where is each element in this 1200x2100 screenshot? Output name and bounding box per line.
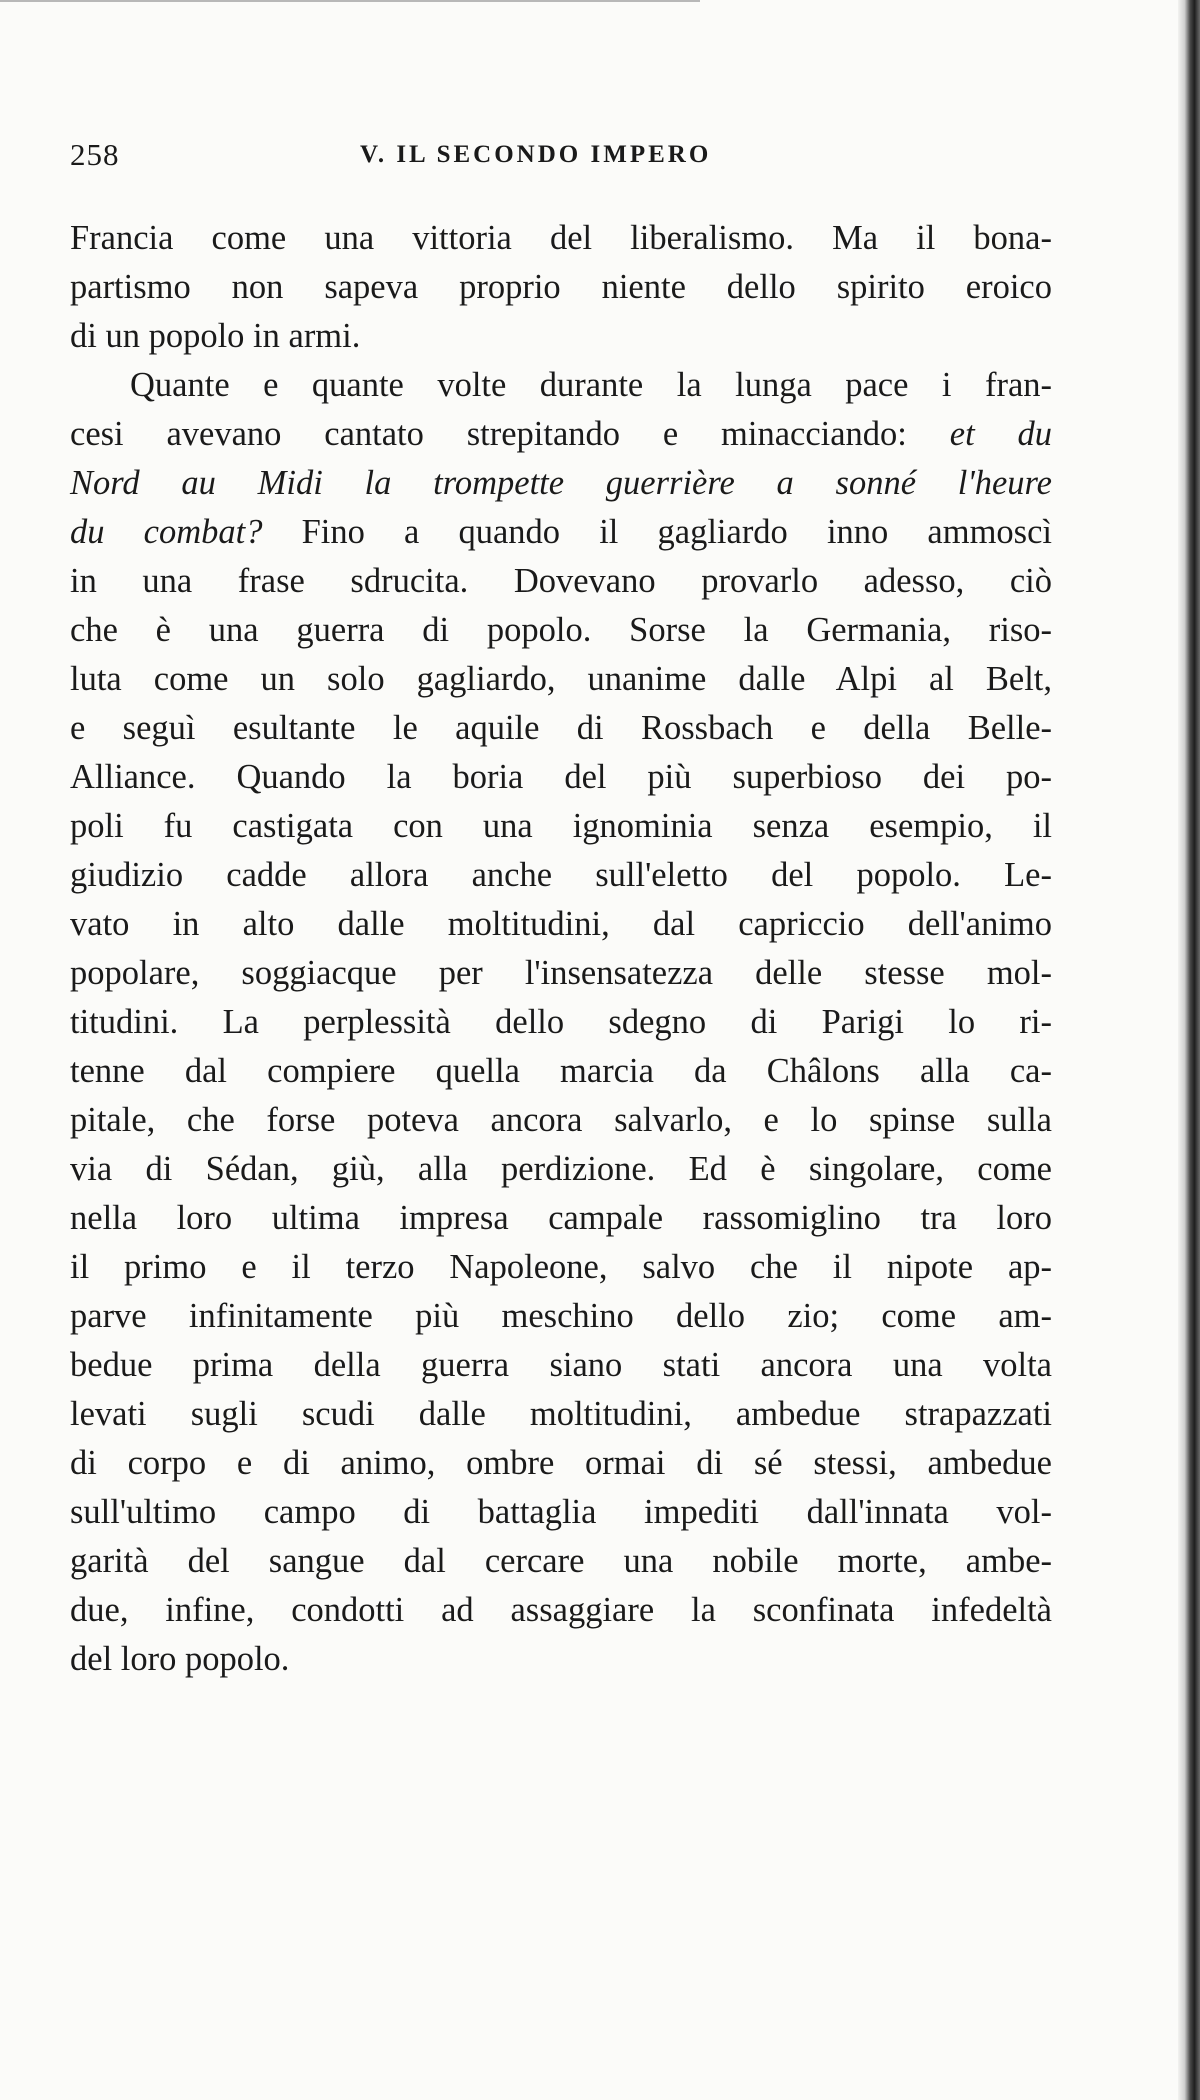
text-line: di un popolo in armi. (70, 317, 361, 355)
text-line: partismo non sapeva proprio niente dello spirito eroico (70, 268, 1052, 306)
text-line: du combat? Fino a quando il gagliardo inno ammoscì (70, 513, 1052, 551)
text-line: in una frase sdrucita. Dovevano provarlo adesso, ciò (70, 562, 1052, 600)
text-line: garità del sangue dal cercare una nobile morte, ambe- (70, 1542, 1052, 1580)
text-line: giudizio cadde allora anche sull'eletto del popolo. Le- (70, 856, 1052, 894)
page-header (70, 137, 1040, 177)
text-line: via di Sédan, giù, alla perdizione. Ed è singolare, come (70, 1150, 1052, 1188)
text-line: sull'ultimo campo di battaglia impediti dall'innata vol- (70, 1493, 1052, 1531)
text-line: parve infinitamente più meschino dello zio; come am- (70, 1297, 1052, 1335)
text-line: popolare, soggiacque per l'insensatezza delle stesse mol- (70, 954, 1052, 992)
text-line: Alliance. Quando la boria del più superbioso dei po- (70, 758, 1052, 796)
text-line: vato in alto dalle moltitudini, dal capriccio dell'animo (70, 905, 1052, 943)
text-line: Quante e quante volte durante la lunga pace i fran- (130, 366, 1052, 404)
text-line: Francia come una vittoria del liberalismo. Ma il bona- (70, 219, 1052, 257)
text-line: e seguì esultante le aquile di Rossbach e della Belle- (70, 709, 1052, 747)
text-line: tenne dal compiere quella marcia da Châlons alla ca- (70, 1052, 1052, 1090)
page-number: 258 (70, 137, 120, 172)
text-line: due, infine, condotti ad assaggiare la sconfinata infedeltà (70, 1591, 1052, 1629)
body-text (70, 214, 1052, 1684)
text-line: nella loro ultima impresa campale rassomiglino tra loro (70, 1199, 1052, 1237)
text-line: che è una guerra di popolo. Sorse la Germania, riso- (70, 611, 1052, 649)
top-edge-rule (0, 0, 700, 2)
text-line: cesi avevano cantato strepitando e minacciando: et du (70, 415, 1052, 453)
running-title: V. IL SECONDO IMPERO (360, 141, 712, 168)
text-line: luta come un solo gagliardo, unanime dalle Alpi al Belt, (70, 660, 1052, 698)
text-line: levati sugli scudi dalle moltitudini, ambedue strapazzati (70, 1395, 1052, 1433)
text-line: il primo e il terzo Napoleone, salvo che il nipote ap- (70, 1248, 1052, 1286)
text-line: poli fu castigata con una ignominia senza esempio, il (70, 807, 1052, 845)
text-line: del loro popolo. (70, 1640, 290, 1678)
text-line: Nord au Midi la trompette guerrière a sonné l'heure (70, 464, 1052, 502)
text-line: titudini. La perplessità dello sdegno di Parigi lo ri- (70, 1003, 1052, 1041)
text-line: pitale, che forse poteva ancora salvarlo, e lo spinse sulla (70, 1101, 1052, 1139)
text-line: di corpo e di animo, ombre ormai di sé stessi, ambedue (70, 1444, 1052, 1482)
text-line: bedue prima della guerra siano stati ancora una volta (70, 1346, 1052, 1384)
page-edge-shadow (1178, 0, 1200, 2100)
